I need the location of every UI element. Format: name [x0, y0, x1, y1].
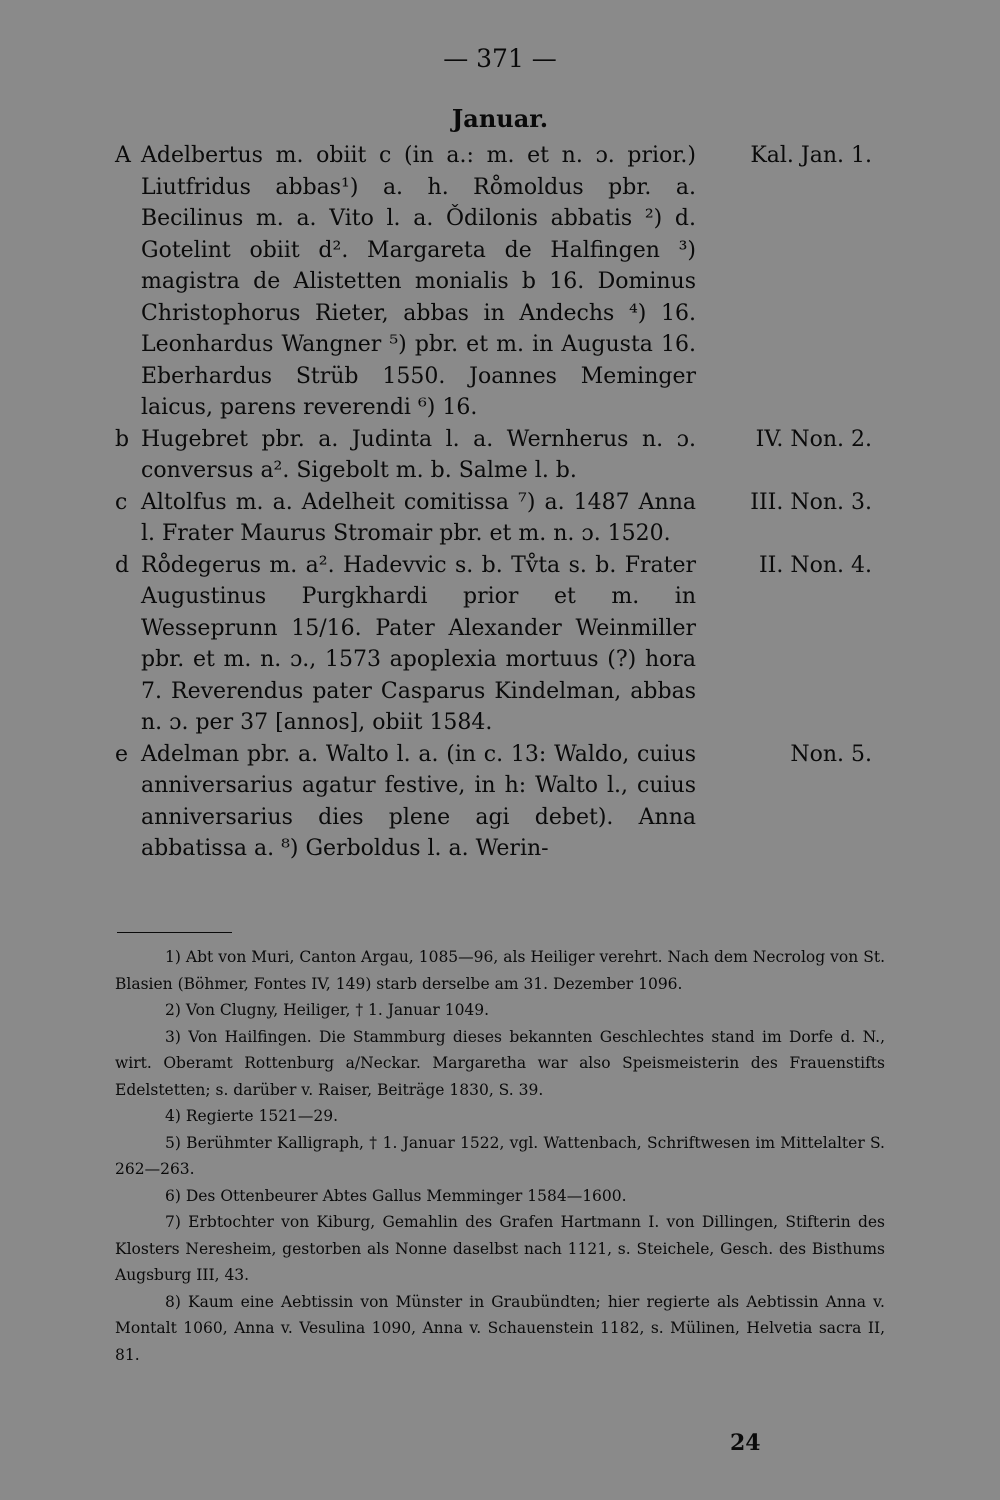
dominical-letter: A	[115, 143, 131, 168]
calendar-entry	[0, 424, 1000, 487]
dominical-letter: d	[115, 552, 130, 578]
footnote: 2) Von Clugny, Heiliger, † 1. Januar 1049.	[165, 1001, 490, 1019]
footnote: 6) Des Ottenbeurer Abtes Gallus Memminger 1584—1600.	[165, 1186, 627, 1205]
footnote: 4) Regierte 1521—29.	[165, 1107, 339, 1125]
entry-date: IV. Non. 2.	[755, 426, 872, 452]
entry-text: Ro̊degerus m. a². Hadevvic s. b. Tv̊ta s. b. Frater Augustinus Purgkhardi prior et m. in Wesseprunn 15/16. Pater Alexander Weinmiller pbr. et m. n. ɔ., 1573 apoplexia mortuus (?) hora 7. Reverendus pater Casparus Kindelman, abbas n. ɔ. per 37 [annos], obiit 1584.	[141, 552, 696, 735]
footnote-separator	[117, 932, 232, 933]
footnote: 3) Von Hailfingen. Die Stammburg dieses bekannten Geschlechtes stand im Dorfe d. N., wirt. Oberamt Rottenburg a/Neckar. Margaretha war also Speismeisterin des Frauenstifts Edelstetten; s. darüber v. Raiser, Beiträge 1830, S. 39.	[115, 1027, 885, 1099]
entry-date: II. Non. 4.	[758, 552, 872, 578]
entry-text: Altolfus m. a. Adelheit comitissa ⁷) a. 1487 Anna l. Frater Maurus Stromair pbr. et m. n. ɔ. 1520.	[141, 489, 696, 546]
entry-text: Adelbertus m. obiit c (in a.: m. et n. ɔ. prior.) Liutfridus abbas¹) a. h. Ro̊moldus pbr. a. Becilinus m. a. Vito l. a. Ǒdilonis abbatis ²) d. Gotelint obiit d². Margareta de Halfingen ³) magistra de Alistetten monialis b 16. Dominus Christophorus Rieter, abbas in Andechs ⁴) 16. Leonhardus Wangner ⁵) pbr. et m. in Augusta 16. Eberhardus Strüb 1550. Joannes Meminger laicus, parens reverendi ⁶) 16.	[141, 143, 696, 420]
dominical-letter: b	[115, 426, 130, 452]
calendar-entry	[0, 550, 1000, 739]
entry-date: Non. 5.	[790, 741, 872, 767]
calendar-entry	[0, 739, 1000, 865]
month-title: Januar.	[451, 104, 549, 133]
footnote: 5) Berühmter Kalligraph, † 1. Januar 1522, vgl. Wattenbach, Schriftwesen im Mittelalter S. 262—263.	[115, 1133, 885, 1178]
entry-date: III. Non. 3.	[750, 489, 872, 515]
calendar-entries	[0, 140, 1000, 865]
entry-text: Hugebret pbr. a. Judinta l. a. Wernherus n. ɔ. conversus a². Sigebolt m. b. Salme l. b.	[141, 426, 696, 483]
entry-text: Adelman pbr. a. Walto l. a. (in c. 13: Waldo, cuius anniversarius agatur festive, in h: Walto l., cuius anniversarius dies plene agi debet). Anna abbatissa a. ⁸) Gerboldus l. a. Werin-	[141, 741, 696, 861]
page-number: — 371 —	[443, 44, 557, 73]
entry-date: Kal. Jan. 1.	[750, 143, 872, 168]
footnote: 7) Erbtochter von Kiburg, Gemahlin des Grafen Hartmann I. von Dillingen, Stifterin des Klosters Neresheim, gestorben als Nonne daselbst nach 1121, s. Steichele, Gesch. des Bisthums Augsburg III, 43.	[115, 1213, 885, 1284]
footnotes	[115, 944, 885, 1368]
footnote: 1) Abt von Muri, Canton Argau, 1085—96, als Heiliger verehrt. Nach dem Necrolog von St. Blasien (Böhmer, Fontes IV, 149) starb derselbe am 31. Dezember 1096.	[115, 948, 885, 993]
dominical-letter: c	[115, 489, 128, 515]
calendar-entry	[0, 140, 1000, 424]
footnote: 8) Kaum eine Aebtissin von Münster in Graubündten; hier regierte als Aebtissin Anna v. Montalt 1060, Anna v. Vesulina 1090, Anna v. Schauenstein 1182, s. Mülinen, Helvetia sacra II, 81.	[115, 1292, 885, 1364]
dominical-letter: e	[115, 741, 129, 767]
calendar-entry	[0, 487, 1000, 550]
signature-mark: 24	[730, 1430, 761, 1456]
